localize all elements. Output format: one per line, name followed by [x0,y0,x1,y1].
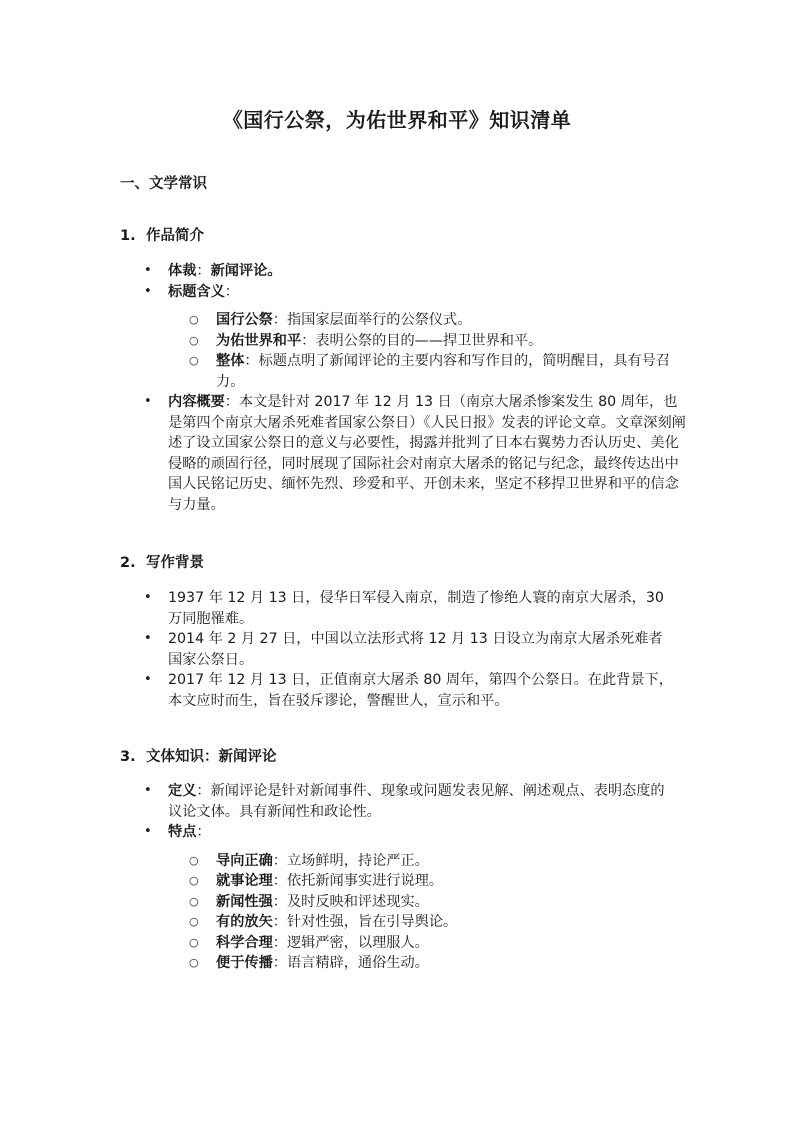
item-label: 整体 [216,353,245,369]
item-sep: ： [272,934,287,951]
list-item-title-meaning [140,282,690,393]
item-label: 就事论理 [216,873,273,889]
item-sep: ： [301,332,316,349]
subsection-title: 文体知识：新闻评论 [146,749,277,765]
list-item-1937: • 1937 年 12 月 13 日，侵华日军侵入南京，制造了惨绝人寰的南京大屠杀，30 万同胞罹难。 [140,588,675,629]
item-label: 标题含义 [168,283,225,300]
item-label: 有的放矢 [216,914,273,930]
item-label: 特点 [168,824,197,840]
item-label: 国行公祭 [216,312,273,328]
subsection-title: 写作背景 [146,555,204,571]
list-item-feature [168,892,675,913]
list-item-2017: • 2017 年 12 月 13 日，正值南京大屠杀 80 周年，第四个公祭日。在此背景下，本文应时而生，旨在驳斥谬论，警醒世人，宣示和平。 [140,670,675,711]
item-sep: ： [272,955,287,971]
item-text: 语言精辟，通俗生动。 [286,955,429,971]
item-text: 本文是针对 2017 年 12 月 13 日（南京大屠杀惨案发生 80 周年，也是第四个南京大屠杀死难者国家公祭日）《人民日报》发表的评论文章。文章深刻阐述了设立国家公祭日的意义与必要性，揭露并批判了日本右翼势力否认历史、美化侵略的顽固行径，同时展现了国际社会对南京大屠杀的铭记与纪念，最终传达出中国人民铭记历史、缅怀先烈、珍爱和平、开创未来，坚定不移捍卫世界和平的信念与力量。 [168,394,686,513]
list-item-weiyoushijiehuping [168,331,690,352]
list-item-definition [140,781,675,822]
item-sep: ： [272,914,287,930]
list-item-summary [140,392,690,515]
subsection-heading-intro [120,224,204,245]
item-sep: ： [224,283,239,300]
list-item-feature [168,851,675,872]
item-label: 体裁 [168,263,197,279]
item-sep: ： [272,852,287,869]
item-sep: ： [272,312,287,328]
section-heading-literature: 一、文学常识 [120,176,207,192]
item-sep: ： [196,263,211,279]
item-label: 新闻性强 [216,893,273,910]
subsection-title: 作品简介 [146,228,204,244]
list-item-feature [168,871,675,892]
subsection-heading-genre-knowledge [120,745,277,766]
list-item-genre [140,261,690,282]
background-list [140,588,675,711]
item-text: 标题点明了新闻评论的主要内容和写作目的，简明醒目，具有号召力。 [216,353,671,390]
item-text: 新闻评论。 [210,263,282,279]
list-item-2014: • 2014 年 2 月 27 日，中国以立法形式将 12 月 13 日设立为南京大屠杀死难者国家公祭日。 [140,629,675,670]
list-item-feature [168,953,675,974]
item-sep: ： [196,783,211,799]
item-label: 内容概要 [168,394,225,410]
subsection-number: 2. [120,555,136,571]
document-title: 《国行公祭，为佑世界和平》知识清单 [222,108,572,132]
item-text: 及时反映和评述现实。 [286,893,429,910]
item-sep: ： [224,394,239,410]
item-label: 导向正确 [216,852,273,869]
list-item-feature [168,933,675,954]
subsection-number: 3. [120,749,136,765]
item-text: 表明公祭的目的——捍卫世界和平。 [315,332,543,349]
title-meaning-list [168,310,690,392]
item-text: 新闻评论是针对新闻事件、现象或问题发表见解、阐述观点、表明态度的议论文体。具有新闻性和政论性。 [168,783,665,820]
item-label: 为佑世界和平 [216,332,302,349]
item-sep: ： [272,893,287,910]
item-text: 立场鲜明，持论严正。 [286,852,429,869]
item-text: 逻辑严密，以理服人。 [286,934,429,951]
list-item-feature [168,912,675,933]
features-list [168,851,675,974]
item-text: 依托新闻事实进行说理。 [286,873,444,889]
item-label: 定义 [168,783,197,799]
intro-list [140,261,690,515]
subsection-number: 1. [120,228,136,244]
item-sep: ： [196,824,211,840]
list-item-features [140,822,675,974]
item-label: 便于传播 [216,955,273,971]
item-text: 针对性强，旨在引导舆论。 [286,914,458,930]
item-sep: ： [272,873,287,889]
item-sep: ： [244,353,259,369]
list-item-zhengti [168,351,690,392]
list-item-guoxinggongji [168,310,690,331]
item-text: 指国家层面举行的公祭仪式。 [286,312,472,328]
genre-knowledge-list [140,781,675,974]
subsection-heading-background [120,551,204,572]
item-label: 科学合理 [216,934,273,951]
